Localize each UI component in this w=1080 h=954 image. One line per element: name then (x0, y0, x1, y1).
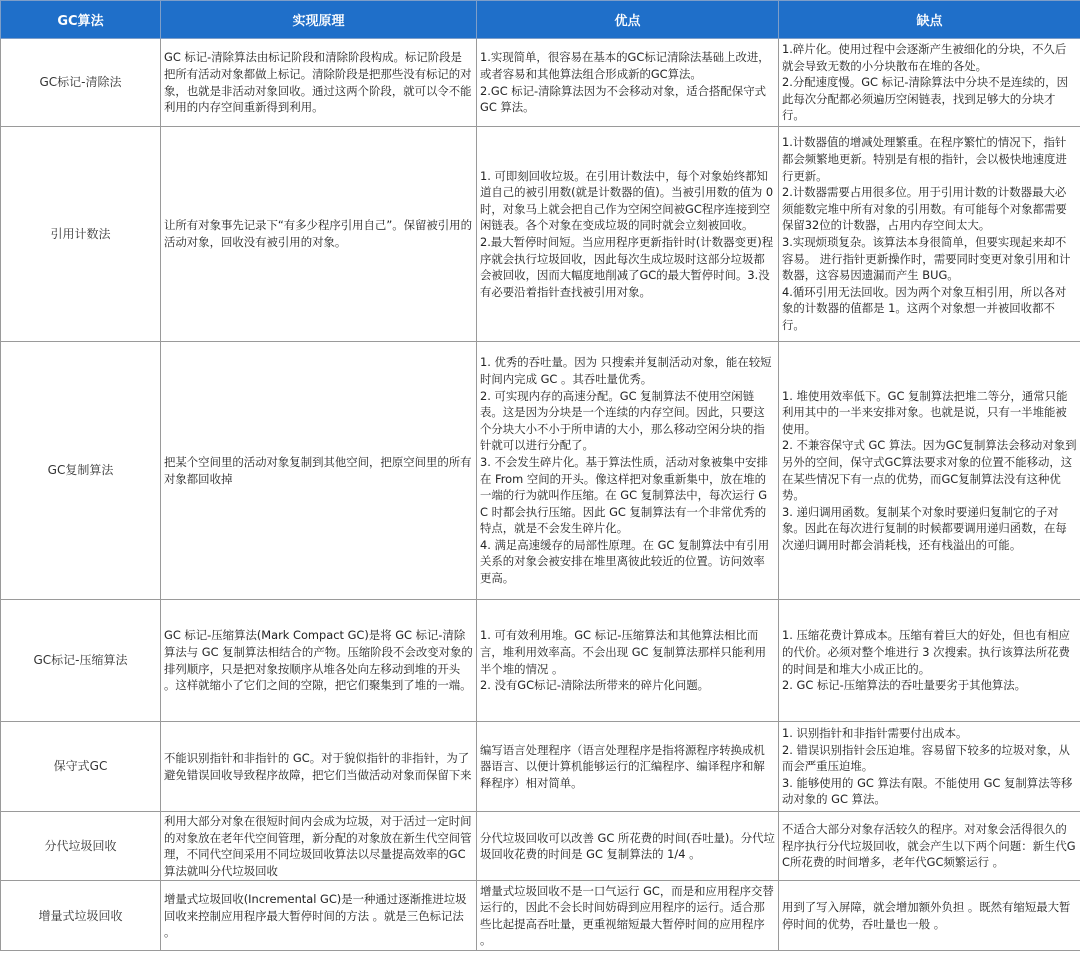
principle-cell: 让所有对象事先记录下“有多少程序引用自己”。保留被引用的活动对象，回收没有被引用的对象。 (161, 127, 477, 342)
pros-cell (477, 127, 779, 342)
cons-cell (779, 600, 1080, 722)
principle-cell: 把某个空间里的活动对象复制到其他空间，把原空间里的所有对象都回收掉 (161, 342, 477, 600)
cell-paragraph: 1. 识别指针和非指针需要付出成本。 (782, 726, 968, 741)
cell-paragraph: 2.分配速度慢。GC 标记-清除算法中分块不是连续的，因此每次分配都必须遍历空闲链表，找到足够大的分块才行。 (782, 75, 1068, 123)
header-cons: 缺点 (779, 1, 1080, 39)
cons-cell (779, 39, 1080, 127)
cell-paragraph: 4.循环引用无法回收。因为两个对象互相引用，所以各对象的计数器的值都是 1。这两个对象想一并被回收都不行。 (782, 284, 1067, 332)
cell-paragraph: 1. 可有效利用堆。GC 标记-压缩算法和其他算法相比而言，堆利用效率高。不会出现 GC 复制算法那样只能利用半个堆的情况 。 (480, 628, 767, 676)
pros-cell (477, 342, 779, 600)
table-row (1, 600, 1080, 722)
principle-cell: 利用大部分对象在很短时间内会成为垃圾，对于活过一定时间的对象放在老年代空间管理，新分配的对象放在新生代空间管理，不同代空间采用不同垃圾回收算法以尽量提高效率的GC算法就叫分代垃圾回收 (161, 812, 477, 881)
principle-cell: GC 标记-清除算法由标记阶段和清除阶段构成。标记阶段是把所有活动对象都做上标记。清除阶段是把那些没有标记的对象，也就是非活动对象回收。通过这两个阶段，就可以令不能利用的内存空间重新得到利用。 (161, 39, 477, 127)
cell-paragraph: 2.GC 标记-清除算法因为不会移动对象，适合搭配保守式 GC 算法。 (480, 83, 766, 115)
algorithm-name: 引用计数法 (1, 127, 161, 342)
cell-paragraph: 3. 不会发生碎片化。基于算法性质，活动对象被集中安排在 From 空间的开头。像这样把对象重新集中，放在堆的一端的行为就叫作压缩。在 GC 复制算法中，每次运行 GC 时都会执行压缩。因此 GC 复制算法有一个非常优秀的特点，就是不会发生碎片化。 (480, 454, 768, 536)
pros-cell (477, 600, 779, 722)
algorithm-name: GC复制算法 (1, 342, 161, 600)
cell-paragraph: 4. 满足高速缓存的局部性原理。在 GC 复制算法中有引用关系的对象会被安排在堆里离彼此较近的位置。访问效率更高。 (480, 537, 770, 586)
pros-cell (477, 39, 779, 127)
cell-paragraph: 1.计数器值的增减处理繁重。在程序繁忙的情况下，指针都会频繁地更新。特别是有根的指针，会以极快地速度进行更新。 (782, 135, 1067, 183)
cell-paragraph: 2.计数器需要占用很多位。用于引用计数的计数器最大必须能数完堆中所有对象的引用数。有可能每个对象都需要保留32位的计数器，占用内存空间太大。 (782, 185, 1067, 233)
principle-cell: 增量式垃圾回收(Incremental GC)是一种通过逐渐推进垃圾回收来控制应用程序最大暂停时间的方法 。就是三色标记法 。 (161, 881, 477, 951)
cell-paragraph: 1. 堆使用效率低下。GC 复制算法把堆二等分，通常只能利用其中的一半来安排对象。也就是说，只有一半堆能被使用。 (782, 388, 1068, 436)
cell-paragraph: 2. 没有GC标记-清除法所带来的碎片化问题。 (480, 678, 710, 693)
cell-paragraph: 2. 不兼容保守式 GC 算法。因为GC复制算法会移动对象到另外的空间，保守式GC算法要求对象的位置不能移动，这在某些情况下有一点的优势，而GC复制算法没有这种优势。 (782, 438, 1077, 503)
cell-paragraph: 1.实现简单，很容易在基本的GC标记清除法基础上改进，或者容易和其他算法组合形成新的GC算法。 (480, 50, 770, 81)
algorithm-name: 保守式GC (1, 722, 161, 812)
cell-paragraph: 3.实现烦琐复杂。该算法本身很简单，但要实现起来却不容易。 进行指针更新操作时，需要同时变更对象引用和计数器，这容易因遗漏而产生 BUG。 (782, 235, 1071, 283)
cell-paragraph: 3. 递归调用函数。复制某个对象时要递归复制它的子对象。因此在每次进行复制的时候都要调用递归函数，在每次递归调用时都会消耗栈，还有栈溢出的可能。 (782, 504, 1067, 552)
pros-cell: 增量式垃圾回收不是一口气运行 GC，而是和应用程序交替运行的，因此不会长时间妨碍到应用程序的运行。适合那些比起提高吞吐量，更重视缩短最大暂停时间的应用程序 。 (477, 881, 779, 951)
cell-paragraph: 2. 可实现内存的高速分配。GC 复制算法不使用空闲链表。这是因为分块是一个连续的内存空间。因此，只要这个分块大小不小于所申请的大小，那么移动空闲分块的指针就可以进行分配了。 (480, 388, 765, 453)
table-row (1, 127, 1080, 342)
header-gc-algorithm: GC算法 (1, 1, 161, 39)
cons-cell (779, 342, 1080, 600)
cell-paragraph: 2. GC 标记-压缩算法的吞吐量要劣于其他算法。 (782, 678, 1027, 693)
header-principle: 实现原理 (161, 1, 477, 39)
algorithm-name: GC标记-压缩算法 (1, 600, 161, 722)
table-row (1, 722, 1080, 812)
algorithm-name: 增量式垃圾回收 (1, 881, 161, 951)
principle-cell: 不能识别指针和非指针的 GC。对于貌似指针的非指针，为了避免错误回收导致程序故障，把它们当做活动对象而保留下来 (161, 722, 477, 812)
cell-paragraph: 2.最大暂停时间短。当应用程序更新指针时(计数器变更)程序就会执行垃圾回收，因此每次生成垃圾时这部分垃圾都会被回收，因而大幅度地削减了GC的最大暂停时间。3.没有必要沿着指针查找被引用对象。 (480, 235, 774, 299)
pros-cell: 分代垃圾回收可以改善 GC 所花费的时间(吞吐量)。分代垃圾回收花费的时间是 GC 复制算法的 1/4 。 (477, 812, 779, 881)
cons-cell: 用到了写入屏障，就会增加额外负担 。既然有缩短最大暂停时间的优势，吞吐量也一般 。 (779, 881, 1080, 951)
table-row (1, 881, 1080, 951)
principle-cell: GC 标记-压缩算法(Mark Compact GC)是将 GC 标记-清除算法与 GC 复制算法相结合的产物。压缩阶段不会改变对象的排列顺序，只是把对象按顺序从堆各处向左移动到堆的开头 。这样就缩小了它们之间的空隙，把它们聚集到了堆的一端。 (161, 600, 477, 722)
cons-cell: 不适合大部分对象存活较久的程序。对对象会活得很久的程序执行分代垃圾回收，就会产生以下两个问题：新生代GC所花费的时间增多，老年代GC频繁运行 。 (779, 812, 1080, 881)
cons-cell (779, 127, 1080, 342)
table-row (1, 342, 1080, 600)
header-pros: 优点 (477, 1, 779, 39)
cell-paragraph: 1.碎片化。使用过程中会逐渐产生被细化的分块，不久后就会导致无数的小分块散布在堆的各处。 (782, 42, 1067, 73)
cell-paragraph: 2. 错误识别指针会压迫堆。容易留下较多的垃圾对象，从而会严重压迫堆。 (782, 742, 1070, 774)
algorithm-name: GC标记-清除法 (1, 39, 161, 127)
cons-cell (779, 722, 1080, 812)
cell-paragraph: 1. 可即刻回收垃圾。在引用计数法中，每个对象始终都知道自己的被引用数(就是计数器的值)。当被引用数的值为 0 时，对象马上就会把自己作为空闲空间被GC程序连接到空闲链表。各个对象在变成垃圾的同时就会立刻被回收。 (480, 168, 774, 233)
cell-paragraph: 1. 压缩花费计算成本。压缩有着巨大的好处，但也有相应的代价。必须对整个堆进行 3 次搜索。执行该算法所花费的时间是和堆大小成正比的。 (782, 628, 1070, 676)
cell-paragraph: 1. 优秀的吞吐量。因为 只搜索并复制活动对象，能在较短时间内完成 GC 。其吞吐量优秀。 (480, 355, 772, 386)
header-row (1, 1, 1080, 39)
cell-paragraph: 3. 能够使用的 GC 算法有限。不能使用 GC 复制算法等移动对象的 GC 算法。 (782, 775, 1073, 807)
pros-cell: 编写语言处理程序（语言处理程序是指将源程序转换成机器语言、以便计算机能够运行的汇编程序、编译程序和解释程序）相对简单。 (477, 722, 779, 812)
table-row (1, 812, 1080, 881)
table-row (1, 39, 1080, 127)
algorithm-name: 分代垃圾回收 (1, 812, 161, 881)
